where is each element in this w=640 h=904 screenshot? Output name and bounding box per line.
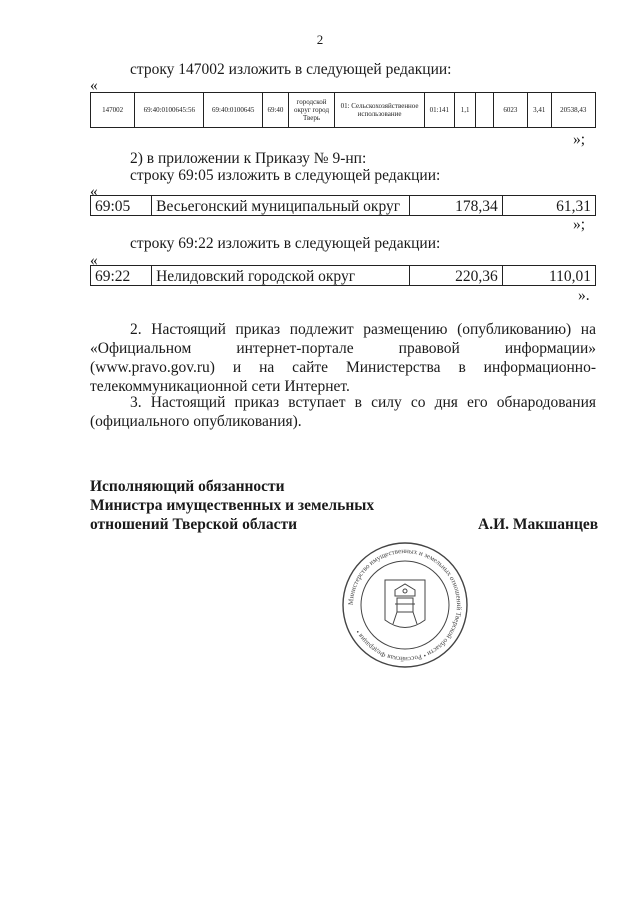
quote-open: « [90, 77, 98, 94]
cell-code: 69:22 [91, 266, 152, 286]
cell-value2: 61,31 [502, 196, 595, 216]
close-semicolon-1: »; [573, 131, 586, 148]
table-6905 [90, 195, 596, 216]
cell-municipality: городской округ город Тверь [288, 93, 334, 128]
paragraph-3: 3. Настоящий приказ вступает в силу со дня его обнародования (официального опубликования). [90, 394, 596, 430]
table-6922 [90, 265, 596, 286]
cell-cadastral: 69:40:0100645:56 [135, 93, 204, 128]
cell-code: 69:05 [91, 196, 152, 216]
cell-value2: 110,01 [502, 266, 595, 286]
cell-name: Весьегонский муниципальный округ [152, 196, 410, 216]
page-number: 2 [316, 32, 324, 47]
table-row [91, 93, 596, 128]
table-row [91, 196, 596, 216]
quote-open-3: « [90, 252, 98, 269]
cell-area: 6023 [493, 93, 527, 128]
cell-number: 147002 [91, 93, 135, 128]
close-period: ». [578, 287, 590, 304]
cell-code: 01:141 [424, 93, 454, 128]
cell-value1: 178,34 [409, 196, 502, 216]
cell-name: Нелидовский городской округ [152, 266, 410, 286]
quote-open-2: « [90, 183, 98, 200]
item-2: 2) в приложении к Приказу № 9-нп: [130, 150, 367, 167]
cell-rate: 3,41 [527, 93, 551, 128]
line-6905-intro: строку 69:05 изложить в следующей редакции: [130, 167, 441, 184]
coat-of-arms-icon [385, 580, 425, 628]
table-147002 [90, 92, 596, 128]
cell-value: 20538,43 [551, 93, 595, 128]
cell-value1: 220,36 [409, 266, 502, 286]
signature-line-1: Исполняющий обязанности [90, 478, 285, 495]
cell-usage: 01: Сельскохозяйственное использование [335, 93, 425, 128]
close-semicolon-2: »; [573, 216, 586, 233]
signature-line-2: Министра имущественных и земельных [90, 497, 375, 514]
signature-line-3: отношений Тверской области [90, 516, 298, 533]
line-147002-intro: строку 147002 изложить в следующей редакции: [130, 61, 452, 78]
paragraph-2: 2. Настоящий приказ подлежит размещению (опубликованию) на «Официальном интернет-портале правовой информации» (www.pravo.gov.ru) и на сайте Министерства в информационно-телекоммуникационной сети Интернет. [90, 321, 596, 395]
seal-text: Министерство имущественных и земельных отношений Тверской области • Российская Федерация • [346, 546, 464, 664]
cell-empty [476, 93, 494, 128]
official-seal [340, 540, 470, 670]
cell-district: 69:40 [263, 93, 289, 128]
table-row [91, 266, 596, 286]
cell-group: 1,1 [454, 93, 476, 128]
line-6922-intro: строку 69:22 изложить в следующей редакции: [130, 235, 441, 252]
signature-name: А.И. Макшанцев [478, 516, 599, 533]
cell-block: 69:40:0100645 [204, 93, 263, 128]
